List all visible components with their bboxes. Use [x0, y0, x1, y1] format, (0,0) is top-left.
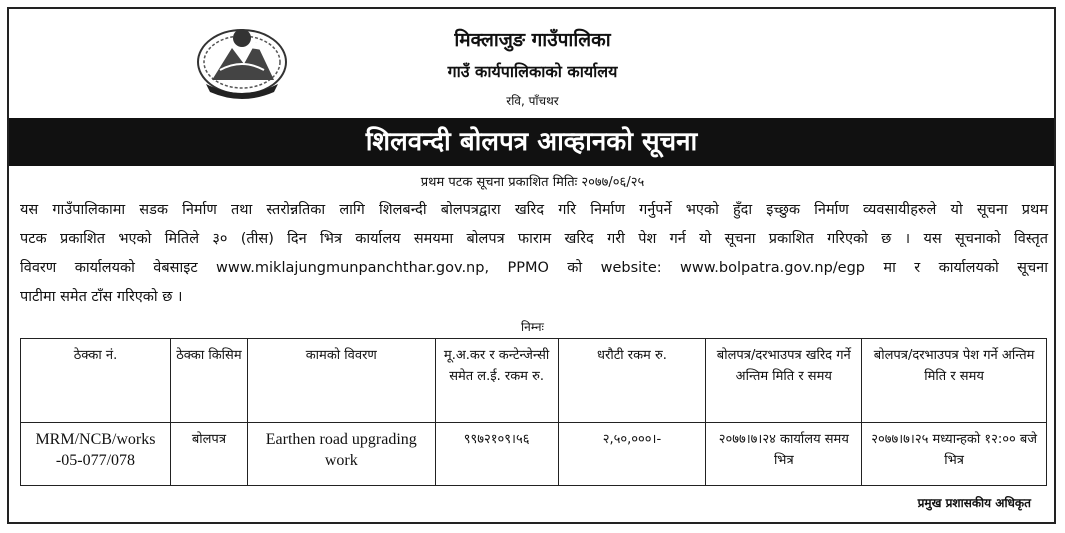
cell-estimate: ९९७२१०९।५६ — [435, 423, 558, 486]
publish-date-line: प्रथम पटक सूचना प्रकाशित मितिः २०७७/०६/२५ — [420, 175, 645, 190]
tender-table — [20, 338, 1047, 486]
office-location: रवि, पाँचथर — [506, 94, 559, 108]
body-line: पाटीमा समेत टाँस गरिएको छ । — [20, 289, 183, 305]
cell-contract-no: MRM/NCB/works -05-077/078 — [21, 423, 171, 486]
body-line: पटक प्रकाशित भएको मितिले ३० (तीस) दिन भित्र कार्यालय समयमा बोलपत्र फाराम खरिद गरी पेश गर्न यो सूचना प्रकाशित गरिएको छ । यस सूचनाको विस्तृत — [20, 231, 1048, 247]
header-purchase-deadline: बोलपत्र/दरभाउपत्र खरिद गर्ने अन्तिम मिति र समय — [706, 339, 862, 423]
header-contract-type: ठेक्का किसिम — [170, 339, 247, 423]
nimna-label: निम्नः — [521, 320, 544, 334]
signatory: प्रमुख प्रशासकीय अधिकृत — [917, 496, 1031, 510]
header-estimate: मू.अ.कर र कन्टेन्जेन्सी समेत ल.ई. रकम रु. — [435, 339, 558, 423]
header-deposit: धरौटी रकम रु. — [558, 339, 706, 423]
body-line: विवरण कार्यालयको वेबसाइट www.miklajungmunpanchthar.gov.np, PPMO को website: www.bolpatra.gov.np/egp मा र कार्यालयको सूचना — [20, 260, 1048, 276]
org-name: मिक्लाजुङ गाउँपालिका — [454, 29, 611, 51]
notice-body — [20, 196, 1048, 312]
office-name: गाउँ कार्यपालिकाको कार्यालय — [447, 62, 618, 81]
cell-deposit: २,५०,०००।- — [558, 423, 706, 486]
header-description: कामको विवरण — [247, 339, 435, 423]
cell-description: Earthen road upgrading work — [247, 423, 435, 486]
notice-title: शिलवन्दी बोलपत्र आव्हानको सूचना — [9, 118, 1054, 166]
cell-contract-type: बोलपत्र — [170, 423, 247, 486]
table-row — [21, 423, 1047, 486]
cell-purchase-deadline: २०७७।७।२४ कार्यालय समय भित्र — [706, 423, 862, 486]
header-contract-no: ठेक्का नं. — [21, 339, 171, 423]
header-submission-deadline: बोलपत्र/दरभाउपत्र पेश गर्ने अन्तिम मिति र समय — [862, 339, 1047, 423]
table-header-row — [21, 339, 1047, 423]
body-line: यस गाउँपालिकामा सडक निर्माण तथा स्तरोन्नतिका लागि शिलबन्दी बोलपत्रद्वारा खरिद गरि निर्माण गर्नुपर्ने भएको हुँदा इच्छुक निर्माण व्यवसायीहरुले यो सूचना प्रथम — [20, 202, 1048, 218]
cell-submission-deadline: २०७७।७।२५ मध्यान्हको १२:०० बजे भित्र — [862, 423, 1047, 486]
